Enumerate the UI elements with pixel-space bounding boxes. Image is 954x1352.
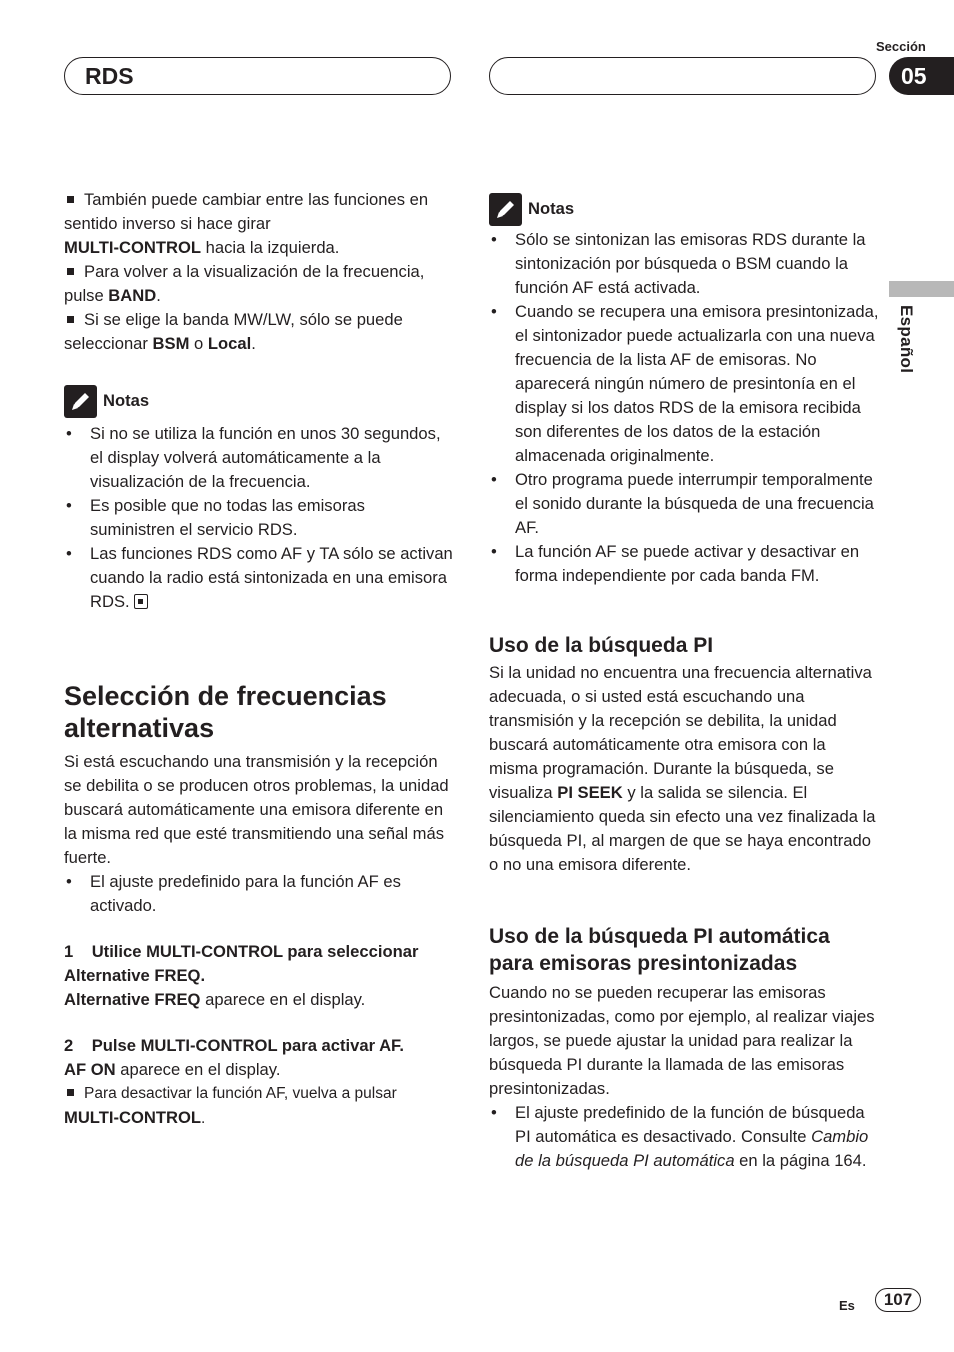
header-title: RDS xyxy=(85,63,134,89)
tip-reverse: También puede cambiar entre las funciones en sentido inverso si hace girar MULTI-CONTROL hacia la izquierda. xyxy=(64,190,429,257)
language-label: Español xyxy=(897,305,916,374)
pi-title: Uso de la búsqueda PI xyxy=(489,634,714,657)
end-of-section-icon xyxy=(134,594,148,609)
footer-language: Es xyxy=(839,1298,855,1313)
note-pencil-icon xyxy=(489,193,522,226)
auto-pi-body: Cuando no se pueden recuperar las emisoras presintonizadas, como por ejemplo, al realizar viajes largos, se puede ajustar la unidad para realizar la búsqueda PI durante la llamada de las emisoras presintonizadas. xyxy=(489,983,875,1098)
tip-band: Para volver a la visualización de la frecuencia, pulse BAND. xyxy=(64,262,425,305)
section-title: Selección de frecuencias alternativas xyxy=(64,681,387,743)
header-empty-box xyxy=(489,57,876,95)
section-body: Si está escuchando una transmisión y la recepción se debilita o se producen otros problemas, la unidad buscará automáticamente una emisora diferente en la misma red que esté transmitiendo una señal más fuerte. xyxy=(64,752,449,867)
note-item: • Cuando se recupera una emisora presintonizada, el sintonizador puede actualizarla con una nueva frecuencia de la lista AF de emisoras. No aparecerá ningún número de presintonía en el display si los datos RDS de la emisora recibida son diferentes de los datos de la estación almacenada originalmente. xyxy=(491,302,879,465)
language-tab-bar xyxy=(889,281,954,297)
square-bullet-icon xyxy=(67,268,74,275)
notes-header xyxy=(489,192,879,226)
header-title-box xyxy=(64,57,451,95)
auto-pi-bullet: • El ajuste predefinido de la función de búsqueda PI automática es desactivado. Consulte Cambio de la búsqueda PI automática en la página 164. xyxy=(491,1103,869,1170)
note-item: • Sólo se sintonizan las emisoras RDS durante la sintonización por búsqueda o BSM cuando la función AF está activada. xyxy=(491,230,866,297)
page-number: 107 xyxy=(875,1288,921,1312)
note-pencil-icon xyxy=(64,385,97,418)
notes-title: Notas xyxy=(528,199,575,218)
section-number-badge: 05 xyxy=(889,57,954,95)
section-label: Sección xyxy=(876,39,926,54)
notes-title: Notas xyxy=(103,391,150,410)
right-column xyxy=(489,192,879,1173)
left-column xyxy=(64,188,454,1131)
step-1: 1 Utilice MULTI-CONTROL para seleccionar Alternative FREQ. Alternative FREQ aparece en el display. xyxy=(64,942,419,1009)
tip-mwlw: Si se elige la banda MW/LW, sólo se puede seleccionar BSM o Local. xyxy=(64,310,403,353)
pi-body: Si la unidad no encuentra una frecuencia alternativa adecuada, o si usted está escuchando una transmisión y la recepción se debilita, la unidad buscará automáticamente otra emisora con la misma programación. Durante la búsqueda, se visualiza PI SEEK y la salida se silencia. El silenciamiento queda sin efecto una vez finalizada la búsqueda PI, al margen de que se haya encontrado o no una emisora diferente. xyxy=(489,663,876,874)
step-2: 2 Pulse MULTI-CONTROL para activar AF. AF ON aparece en el display. Para desactivar la función AF, vuelva a pulsar MULTI-CONTROL. xyxy=(64,1034,454,1131)
cross-reference-link: Cambio de la búsqueda PI automática xyxy=(515,1127,869,1170)
tip-deactivate: Para desactivar la función AF, vuelva a pulsar MULTI-CONTROL. xyxy=(64,1085,397,1127)
note-item: • La función AF se puede activar y desactivar en forma independiente por cada banda FM. xyxy=(491,542,860,585)
square-bullet-icon xyxy=(67,1089,74,1096)
note-item: • Si no se utiliza la función en unos 30 segundos, el display volverá automáticamente a la visualización de la frecuencia. xyxy=(66,424,441,491)
note-item: • Las funciones RDS como AF y TA sólo se activan cuando la radio está sintonizada en una emisora RDS. xyxy=(66,544,453,611)
note-item: • Otro programa puede interrumpir temporalmente el sonido durante la búsqueda de una frecuencia AF. xyxy=(491,470,874,537)
square-bullet-icon xyxy=(67,316,74,323)
auto-pi-title: Uso de la búsqueda PI automática para emisoras presintonizadas xyxy=(489,925,830,975)
section-bullet: • El ajuste predefinido para la función AF es activado. xyxy=(66,872,401,915)
notes-header xyxy=(64,384,454,418)
square-bullet-icon xyxy=(67,196,74,203)
note-item: • Es posible que no todas las emisoras suministren el servicio RDS. xyxy=(66,496,365,539)
